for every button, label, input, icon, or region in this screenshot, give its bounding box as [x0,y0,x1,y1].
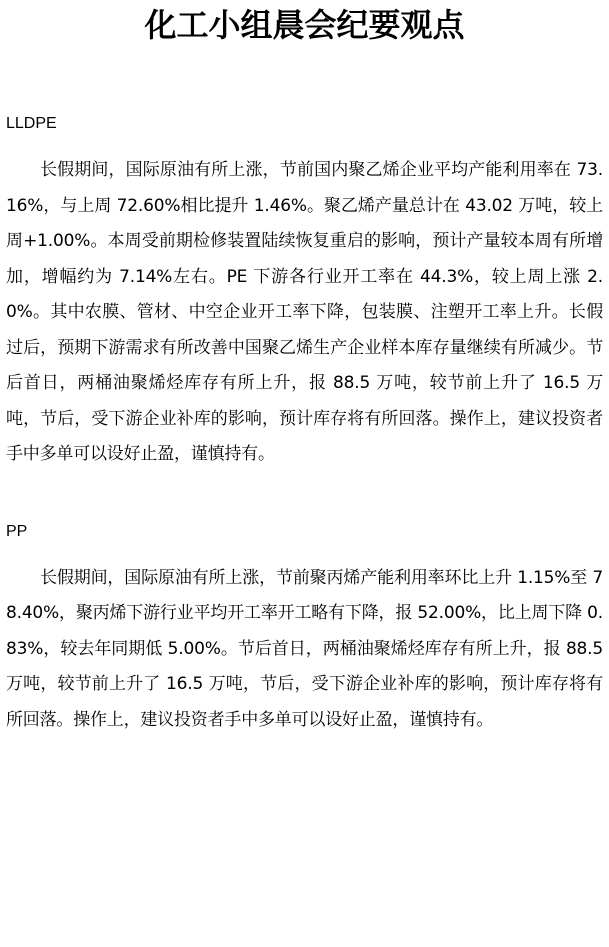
section-paragraph-pp: 长假期间，国际原油有所上涨，节前聚丙烯产能利用率环比上升 1.15%至 78.40%，聚丙烯下游行业平均开工率开工略有下降，报 52.00%，比上周下降 0.83%，较去年同期低 5.00%。节后首日，两桶油聚烯烃库存有所上升，报 88.5 万吨，较节前上升了 16.5 万吨，节后，受下游企业补库的影响，预计库存将有所回落。操作上，建议投资者手中多单可以设好止盈，谨慎持有。 [6,567,603,730]
section-lldpe [6,114,603,473]
section-heading-lldpe: LLDPE [6,115,57,132]
section-heading-pp: PP [6,522,28,540]
section-pp [6,522,603,739]
section-paragraph-lldpe: 长假期间，国际原油有所上涨，节前国内聚乙烯企业平均产能利用率在 73.16%，与上周 72.60%相比提升 1.46%。聚乙烯产量总计在 43.02 万吨，较上周+1.00%。本周受前期检修装置陆续恢复重启的影响，预计产量较本周有所增加，增幅约为 7.14%左右。PE 下游各行业开工率在 44.3%，较上周上涨 2.0%。其中农膜、管材、中空企业开工率下降，包装膜、注塑开工率上升。长假过后，预期下游需求有所改善中国聚乙烯生产企业样本库存量继续有所减少。节后首日，两桶油聚烯烃库存有所上升，报 88.5 万吨，较节前上升了 16.5 万吨，节后，受下游企业补库的影响，预计库存将有所回落。操作上，建议投资者手中多单可以设好止盈，谨慎持有。 [6,160,603,464]
document-title: 化工小组晨会纪要观点 [144,6,465,44]
